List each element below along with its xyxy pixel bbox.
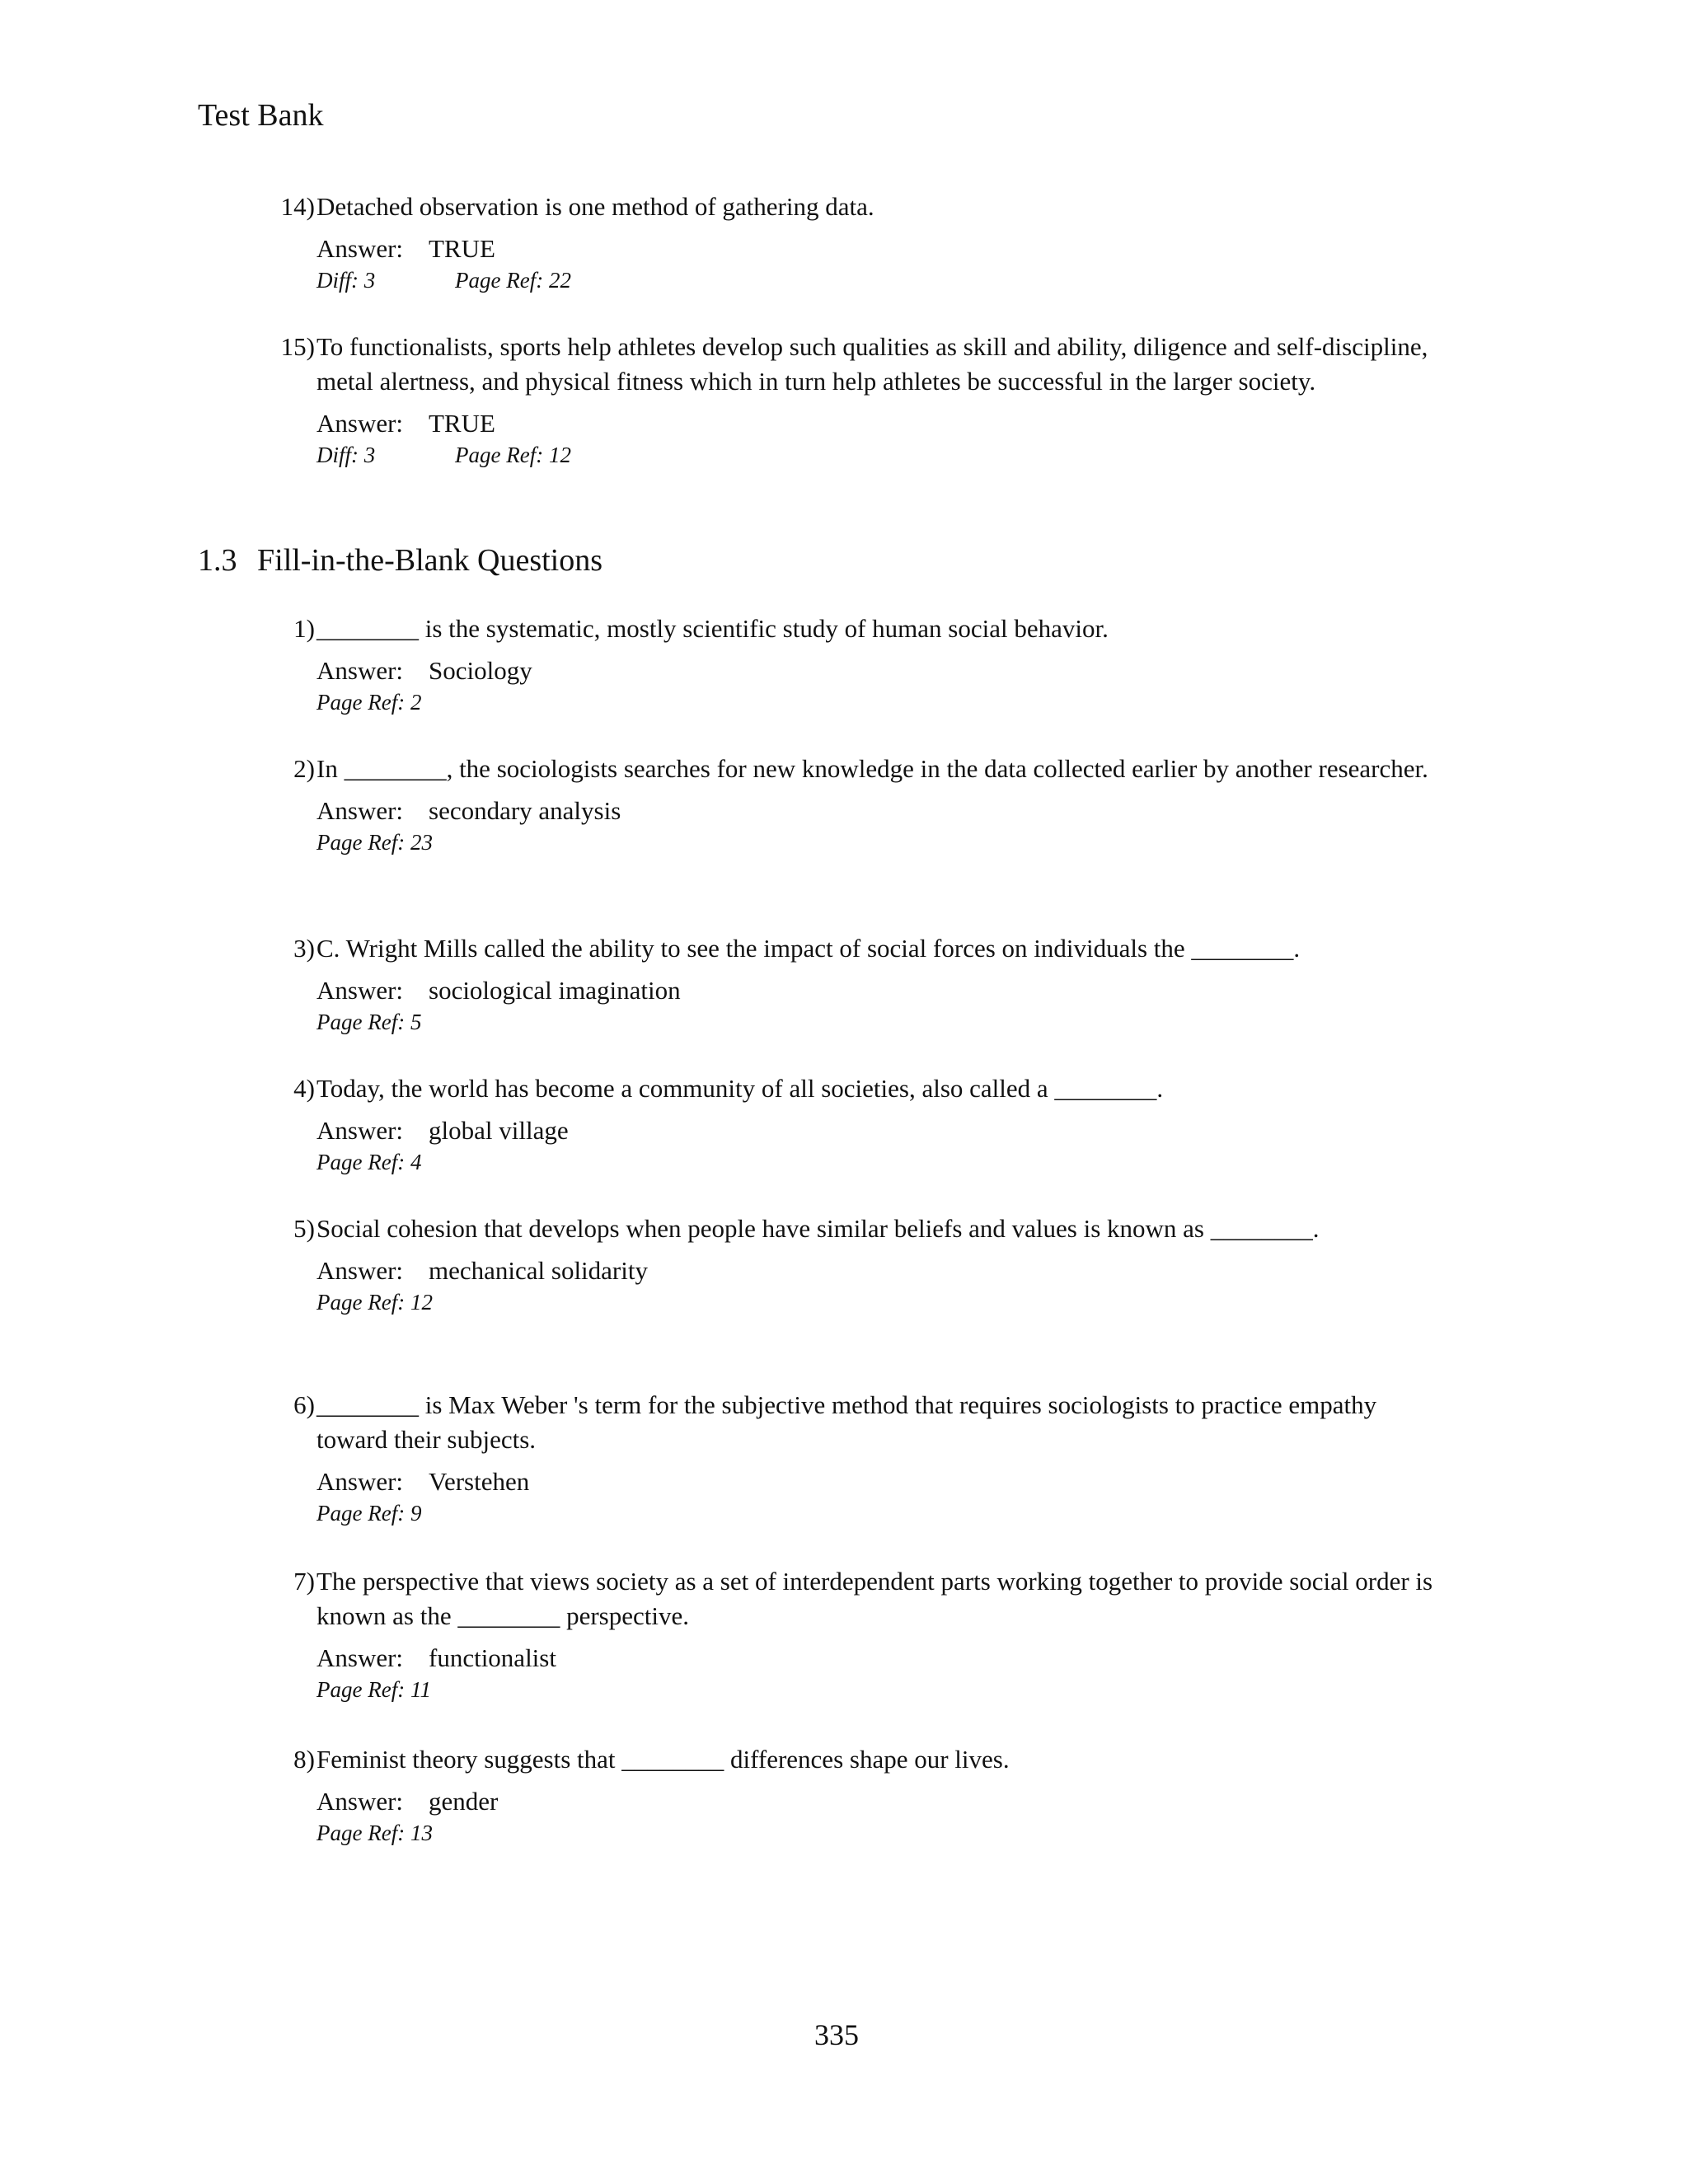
question-stem xyxy=(274,612,1452,646)
question-number: 1) xyxy=(293,614,315,643)
page-ref: Page Ref: 12 xyxy=(455,443,571,467)
page-ref: Page Ref: 5 xyxy=(316,1010,422,1034)
answer-label: Answer: xyxy=(316,656,404,685)
answer-line xyxy=(274,407,1452,440)
page-ref: Page Ref: 11 xyxy=(316,1677,431,1702)
answer-value: gender xyxy=(429,1787,499,1816)
answer-line xyxy=(274,1114,1452,1147)
question-stem xyxy=(274,1212,1452,1246)
question-number: 8) xyxy=(293,1745,315,1774)
difficulty: Diff: 3 xyxy=(316,268,376,293)
answer-line xyxy=(274,794,1452,827)
answer-value: functionalist xyxy=(429,1643,556,1672)
answer-value: mechanical solidarity xyxy=(429,1256,648,1285)
answer-value: TRUE xyxy=(429,409,495,438)
page-ref: Page Ref: 12 xyxy=(316,1290,433,1315)
page-ref: Page Ref: 2 xyxy=(316,690,422,715)
question-stem xyxy=(274,330,1452,399)
question-text: To functionalists, sports help athletes develop such qualities as skill and ability, diligence and self-discipline, metal alertness, and physical fitness which in turn help athletes be successful in the larger society. xyxy=(316,332,1428,396)
fib-item-8 xyxy=(274,1742,1452,1848)
question-stem xyxy=(274,1742,1452,1777)
fib-item-2 xyxy=(274,752,1452,857)
question-stem xyxy=(274,1564,1452,1633)
answer-label: Answer: xyxy=(316,1643,404,1672)
difficulty: Diff: 3 xyxy=(316,443,376,467)
answer-line xyxy=(274,654,1452,687)
question-text: ________ is the systematic, mostly scientific study of human social behavior. xyxy=(316,614,1109,643)
answer-label: Answer: xyxy=(316,1467,404,1496)
question-stem xyxy=(274,190,1452,224)
question-stem xyxy=(274,931,1452,966)
question-number: 4) xyxy=(293,1074,315,1103)
question-text: Feminist theory suggests that ________ differences shape our lives. xyxy=(316,1745,1010,1774)
answer-label: Answer: xyxy=(316,1116,404,1145)
question-number: 5) xyxy=(293,1214,315,1243)
answer-line xyxy=(274,1465,1452,1498)
question-item-14 xyxy=(274,190,1452,295)
question-text: C. Wright Mills called the ability to see the impact of social forces on individuals the ________. xyxy=(316,934,1301,963)
answer-label: Answer: xyxy=(316,1787,404,1816)
answer-value: sociological imagination xyxy=(429,976,681,1005)
question-text: In ________, the sociologists searches for new knowledge in the data collected earlier by another researcher. xyxy=(316,754,1428,783)
question-text: The perspective that views society as a set of interdependent parts working together to provide social order is known as the ________ perspective. xyxy=(316,1567,1433,1630)
question-meta xyxy=(274,1147,1452,1177)
answer-value: Verstehen xyxy=(429,1467,530,1496)
question-meta xyxy=(274,687,1452,717)
question-number: 2) xyxy=(293,754,315,783)
page-ref: Page Ref: 4 xyxy=(316,1150,422,1174)
answer-label: Answer: xyxy=(316,234,404,263)
page-ref: Page Ref: 22 xyxy=(455,268,571,293)
fib-item-6 xyxy=(274,1388,1452,1528)
question-meta xyxy=(274,440,1452,470)
fib-item-3 xyxy=(274,931,1452,1037)
answer-label: Answer: xyxy=(316,796,404,825)
answer-label: Answer: xyxy=(316,976,404,1005)
fib-item-1 xyxy=(274,612,1452,717)
answer-line xyxy=(274,1254,1452,1287)
page-ref: Page Ref: 9 xyxy=(316,1501,422,1526)
question-meta xyxy=(274,265,1452,295)
answer-value: TRUE xyxy=(429,234,495,263)
question-text: ________ is Max Weber 's term for the subjective method that requires sociologists to practice empathy toward their subjects. xyxy=(316,1390,1377,1454)
section-title: Fill-in-the-Blank Questions xyxy=(257,543,603,578)
question-text: Detached observation is one method of gathering data. xyxy=(316,192,874,221)
question-stem xyxy=(274,1388,1452,1457)
fib-item-7 xyxy=(274,1564,1452,1704)
question-number: 14) xyxy=(280,192,315,221)
question-number: 7) xyxy=(293,1567,315,1596)
page-header: Test Bank xyxy=(198,98,324,133)
question-item-15 xyxy=(274,330,1452,470)
question-meta xyxy=(274,1818,1452,1848)
answer-line xyxy=(274,1785,1452,1818)
fib-item-4 xyxy=(274,1071,1452,1177)
question-number: 3) xyxy=(293,934,315,963)
answer-line xyxy=(274,1642,1452,1675)
answer-label: Answer: xyxy=(316,409,404,438)
question-stem xyxy=(274,1071,1452,1106)
question-meta xyxy=(274,1287,1452,1317)
answer-value: global village xyxy=(429,1116,569,1145)
answer-line xyxy=(274,232,1452,265)
fib-item-5 xyxy=(274,1212,1452,1317)
question-meta xyxy=(274,1498,1452,1528)
question-text: Social cohesion that develops when people have similar beliefs and values is known as ________. xyxy=(316,1214,1320,1243)
answer-label: Answer: xyxy=(316,1256,404,1285)
section-heading xyxy=(198,542,603,580)
question-number: 15) xyxy=(280,332,315,361)
page-ref: Page Ref: 13 xyxy=(316,1821,433,1845)
question-meta xyxy=(274,1675,1452,1704)
section-number: 1.3 xyxy=(198,543,237,578)
question-text: Today, the world has become a community of all societies, also called a ________. xyxy=(316,1074,1164,1103)
answer-value: secondary analysis xyxy=(429,796,621,825)
question-number: 6) xyxy=(293,1390,315,1419)
question-meta xyxy=(274,827,1452,857)
answer-value: Sociology xyxy=(429,656,532,685)
page-number: 335 xyxy=(814,2018,859,2051)
question-stem xyxy=(274,752,1452,786)
page-ref: Page Ref: 23 xyxy=(316,830,433,855)
answer-line xyxy=(274,974,1452,1007)
question-meta xyxy=(274,1007,1452,1037)
